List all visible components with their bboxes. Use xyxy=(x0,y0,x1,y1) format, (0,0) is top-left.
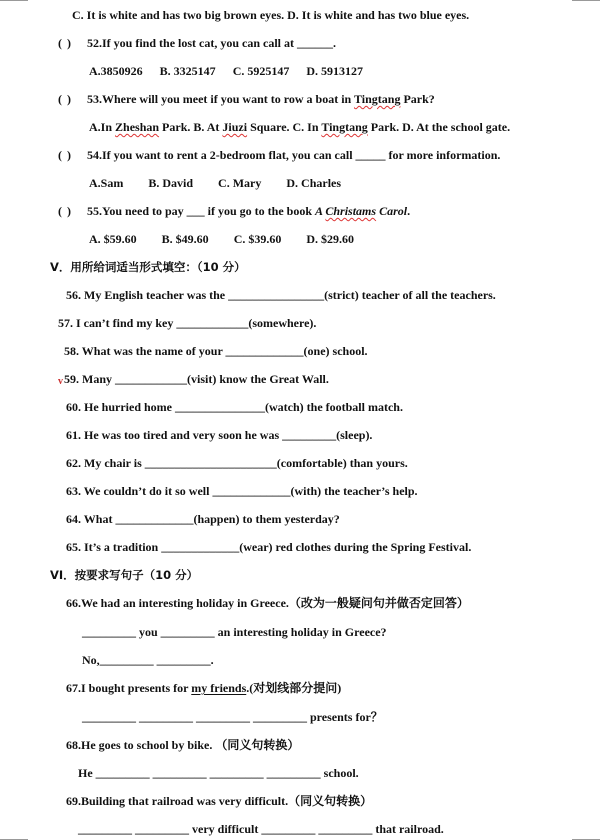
place-name-zheshan: Zheshan xyxy=(115,120,160,134)
fill-item-60: 60. He hurried home _______________(watch) the football match. xyxy=(66,400,403,414)
question-52 xyxy=(58,35,336,51)
question-54-options xyxy=(89,175,355,191)
option-a: A.3850926 xyxy=(89,64,143,78)
place-name-tingtang: Tingtang xyxy=(354,92,401,106)
question-52-stem: 52.If you find the lost cat, you can call at ______. xyxy=(87,36,336,50)
question-66-line-2: No,_________ _________. xyxy=(82,653,214,667)
question-55 xyxy=(58,203,410,219)
option-a: A.Sam xyxy=(89,176,124,190)
question-66-stem: 66.We had an interesting holiday in Greece.（改为一般疑问句并做否定回答） xyxy=(66,596,469,610)
option-b: B. 3325147 xyxy=(159,64,216,78)
answer-paren[interactable]: ( ) xyxy=(58,148,72,162)
book-title-misspelled: Christams xyxy=(325,204,377,218)
stray-check-mark: v xyxy=(58,376,63,387)
question-67-stem xyxy=(66,680,341,696)
option-a: A. $59.60 xyxy=(89,232,137,246)
place-name-jiuzi: Jiuzi xyxy=(222,120,248,134)
option-d: D. $29.60 xyxy=(306,232,355,246)
question-68-line-1: He _________ _________ _________ _________ school. xyxy=(78,766,359,780)
fill-item-62: 62. My chair is ______________________(comfortable) than yours. xyxy=(66,456,408,470)
option-d: D. Charles xyxy=(286,176,342,190)
question-53-stem-post: Park? xyxy=(400,92,435,106)
question-55-stem: 55.You need to pay ___ if you go to the book xyxy=(87,204,316,218)
option-d: D. 5913127 xyxy=(306,64,364,78)
fill-item-59: 59. Many ____________(visit) know the Great Wall. xyxy=(64,372,329,386)
question-66-line-1: _________ you _________ an interesting holiday in Greece? xyxy=(82,625,387,639)
option-c: C. Mary xyxy=(218,176,262,190)
question-69-stem: 69.Building that railroad was very difficult.（同义句转换） xyxy=(66,794,373,808)
question-53-stem-pre: 53.Where will you meet if you want to row a boat in xyxy=(87,92,354,106)
question-54 xyxy=(58,147,500,163)
answer-paren[interactable]: ( ) xyxy=(58,92,72,106)
fill-item-57: 57. I can’t find my key ____________(somewhere). xyxy=(58,316,317,330)
book-title-post: Carol xyxy=(376,204,408,218)
fill-item-58: 58. What was the name of your _____________(one) school. xyxy=(64,344,368,358)
option-c: C. 5925147 xyxy=(232,64,290,78)
question-67-stem-pre: 67.I bought presents for xyxy=(66,681,192,695)
option-c-text: Square. C. In xyxy=(247,120,322,134)
fill-item-65: 65. It’s a tradition _____________(wear) red clothes during the Spring Festival. xyxy=(66,540,472,554)
option-d-text: Park. D. At the school gate. xyxy=(367,120,511,134)
option-b: B. David xyxy=(148,176,194,190)
option-line-cd: C. It is white and has two big brown eyes. D. It is white and has two blue eyes. xyxy=(72,8,470,22)
question-69-line-1: _________ _________ very difficult _________ _________ that railroad. xyxy=(78,822,444,836)
fill-item-64: 64. What _____________(happen) to them yesterday? xyxy=(66,512,340,526)
question-67-stem-post: .(对划线部分提问) xyxy=(246,681,342,695)
section-5-title: V．用所给词适当形式填空：（10 分） xyxy=(50,260,246,274)
page-edge-top-right xyxy=(572,0,600,1)
option-b-text: Park. B. At xyxy=(159,120,223,134)
question-68-stem: 68.He goes to school by bike. （同义句转换） xyxy=(66,738,300,752)
fill-item-63: 63. We couldn’t do it so well _____________(with) the teacher’s help. xyxy=(66,484,418,498)
question-52-options xyxy=(89,63,377,79)
question-53 xyxy=(58,91,435,107)
question-55-end: . xyxy=(407,204,411,218)
page-edge-top-left xyxy=(0,0,28,1)
fill-item-56: 56. My English teacher was the ________________(strict) teacher of all the teachers. xyxy=(66,288,496,302)
option-a-text: A.In xyxy=(89,120,116,134)
option-b: B. $49.60 xyxy=(161,232,209,246)
option-c: C. $39.60 xyxy=(233,232,282,246)
section-6-title: VI．按要求写句子（10 分） xyxy=(50,568,199,582)
underlined-phrase: my friends xyxy=(191,681,247,695)
fill-item-61: 61. He was too tired and very soon he was _________(sleep). xyxy=(66,428,373,442)
question-55-options xyxy=(89,231,376,247)
question-54-stem: 54.If you want to rent a 2-bedroom flat, you can call _____ for more information. xyxy=(87,148,501,162)
place-name-tingtang-c: Tingtang xyxy=(321,120,368,134)
question-53-options xyxy=(89,119,510,135)
question-67-line-1: _________ _________ _________ _________ presents for？ xyxy=(82,710,383,724)
answer-paren[interactable]: ( ) xyxy=(58,36,72,50)
answer-paren[interactable]: ( ) xyxy=(58,204,72,218)
book-title-pre: A xyxy=(315,204,326,218)
